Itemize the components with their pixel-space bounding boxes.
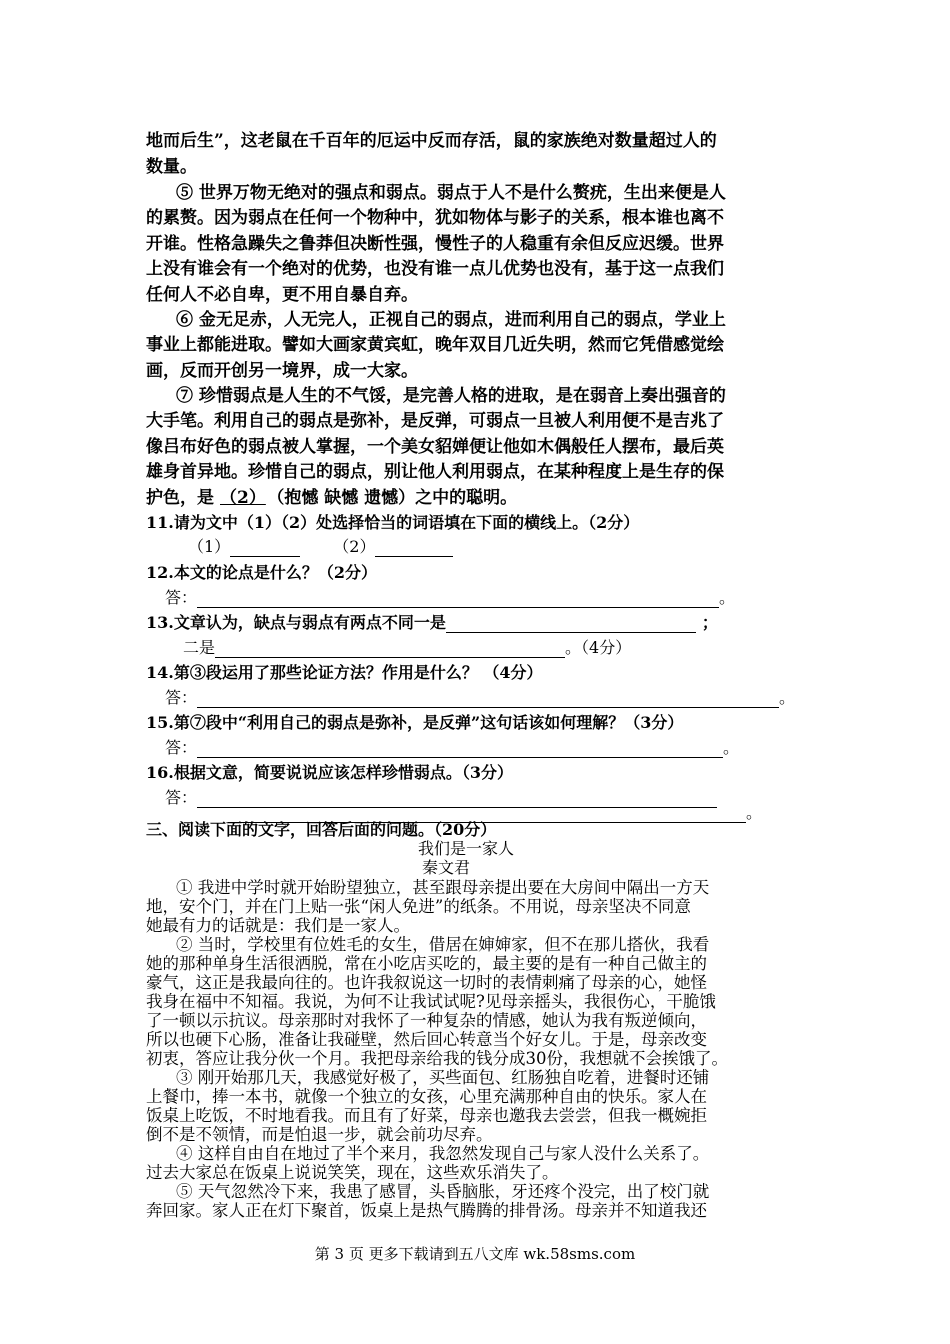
answer-label: 答： — [165, 788, 198, 807]
article-line: 奔回家。家人正在灯下聚首，饭桌上是热气腾腾的排骨汤。母亲并不知道我还 — [146, 1201, 707, 1220]
question-13-second-label: 二是 — [183, 638, 216, 657]
answer-label-2: （2） — [333, 537, 376, 556]
article-line: 豪气，这正是我最向往的。也许我叙说这一切时的表情刺痛了母亲的心，她怪 — [146, 973, 707, 992]
answer-line[interactable] — [215, 641, 565, 658]
paragraph-6-line: ⑥ 金无足赤，人无完人，正视自己的弱点，进而利用自己的弱点，学业上 — [176, 310, 726, 330]
question-11: 11.请为文中（1）（2）处选择恰当的词语填在下面的横线上。（2分） — [146, 513, 640, 532]
article-line: 初衷，答应让我分伙一个月。我把母亲给我的钱分成30份，我想就不会挨饿了。 — [146, 1049, 728, 1068]
question-15: 15.第⑦段中“利用自己的弱点是弥补，是反弹”这句话该如何理解？（3分） — [146, 713, 684, 732]
paragraph-7-line: 雄身首异地。珍惜自己的弱点，别让他人利用弱点，在某种程度上是生存的保 — [146, 462, 724, 482]
article-line: 了一顿以示抗议。母亲那时对我怀了一种复杂的情感，她认为我有叛逆倾向， — [146, 1011, 707, 1030]
question-16: 16.根据文意，简要说说应该怎样珍惜弱点。（3分） — [146, 763, 513, 782]
question-14-answer — [165, 685, 795, 708]
article-author: 秦文君 — [422, 858, 471, 877]
article-line: 过去大家总在饭桌上说说笑笑，现在，这些欢乐消失了。 — [146, 1163, 559, 1182]
semicolon: ； — [701, 613, 718, 632]
page-footer: 第 3 页 更多下载请到五八文库 wk.58sms.com — [314, 1245, 636, 1263]
article-line: ⑤ 天气忽然冷下来，我患了感冒，头昏脑胀，牙还疼个没完，出了校门就 — [176, 1182, 710, 1201]
answer-line[interactable] — [446, 616, 696, 633]
blank-2-marker: （2） — [220, 488, 266, 508]
article-line: 上餐巾，捧一本书，就像一个独立的女孩，心里充满那种自由的快乐。家人在 — [146, 1087, 707, 1106]
question-13 — [146, 610, 718, 633]
article-line: ③ 刚开始那几天，我感觉好极了，买些面包、红肠独自吃着，进餐时还铺 — [176, 1068, 710, 1087]
points: 。（4分） — [565, 638, 632, 657]
period: 。 — [779, 688, 796, 707]
question-13-text: 13.文章认为，缺点与弱点有两点不同一是 — [146, 613, 446, 632]
paragraph-5-line: 的累赘。因为弱点在任何一个物种中，犹如物体与影子的关系，根本谁也离不 — [146, 208, 724, 228]
question-12: 12.本文的论点是什么？（2分） — [146, 563, 377, 582]
article-title: 我们是一家人 — [418, 839, 515, 858]
paragraph-5-line: 任何人不必自卑，更不用自暴自弃。 — [146, 285, 418, 305]
text: 护色，是 — [146, 488, 214, 508]
answer-label: 答： — [165, 688, 198, 707]
article-line: ② 当时，学校里有位姓毛的女生，借居在婶婶家，但不在那儿搭伙，我看 — [176, 935, 710, 954]
answer-label: 答： — [165, 588, 198, 607]
passage-line: 数量。 — [146, 157, 197, 177]
article-line: 倒不是不领情，而是怕退一步，就会前功尽弃。 — [146, 1125, 493, 1144]
answer-label: 答： — [165, 738, 198, 757]
answer-blank-2[interactable] — [375, 540, 453, 557]
question-15-answer — [165, 735, 739, 758]
answer-line[interactable] — [197, 591, 719, 608]
paragraph-7-line: 大手笔。利用自己的弱点是弥补，是反弹，可弱点一旦被人利用便不是吉兆了 — [146, 411, 724, 431]
paragraph-5-line: 开谁。性格急躁失之鲁莽但决断性强，慢性子的人稳重有余但反应迟缓。世界 — [146, 234, 724, 254]
paragraph-5-line: ⑤ 世界万物无绝对的强点和弱点。弱点于人不是什么赘疣，生出来便是人 — [176, 183, 726, 203]
article-line: 她的那种单身生活很洒脱，常在小吃店买吃的，最主要的是有一种自己做主的 — [146, 954, 707, 973]
period: 。 — [723, 738, 740, 757]
period: 。 — [719, 588, 736, 607]
section-3-heading: 三、阅读下面的文字，回答后面的问题。（20分） — [146, 820, 497, 839]
paragraph-5-line: 上没有谁会有一个绝对的优势，也没有谁一点儿优势也没有，基于这一点我们 — [146, 259, 724, 279]
passage-line: 地而后生”，这老鼠在千百年的厄运中反而存活，鼠的家族绝对数量超过人的 — [146, 131, 717, 151]
text: （抱憾 缺憾 遗憾）之中的聪明。 — [275, 488, 518, 508]
article-line: 所以也硬下心肠，准备让我碰壁，然后回心转意当个好女儿。于是，母亲改变 — [146, 1030, 707, 1049]
period: 。 — [746, 803, 763, 822]
question-13-second — [183, 635, 631, 658]
article-line: 我身在福中不知福。我说，为何不让我试试呢?见母亲摇头，我很伤心，干脆饿 — [146, 992, 716, 1011]
question-14: 14.第③段运用了那些论证方法？作用是什么？ （4分） — [146, 663, 543, 682]
article-line: 她最有力的话就是：我们是一家人。 — [146, 916, 410, 935]
article-line: ① 我进中学时就开始盼望独立，甚至跟母亲提出要在大房间中隔出一方天 — [176, 878, 710, 897]
question-12-answer — [165, 585, 735, 608]
answer-line[interactable] — [197, 691, 779, 708]
answer-label-1: （1） — [188, 537, 231, 556]
paragraph-7-line: 像吕布好色的弱点被人掌握，一个美女貂婵便让他如木偶般任人摆布，最后英 — [146, 437, 724, 457]
article-line: ④ 这样自由自在地过了半个来月，我忽然发现自己与家人没什么关系了。 — [176, 1144, 710, 1163]
paragraph-6-line: 事业上都能进取。譬如大画家黄宾虹，晚年双目几近失明，然而它凭借感觉绘 — [146, 335, 724, 355]
answer-blank-1[interactable] — [230, 540, 300, 557]
article-line: 地，安个门，并在门上贴一张“闲人免进”的纸条。不用说，母亲坚决不同意 — [146, 897, 691, 916]
question-11-answers — [188, 534, 453, 557]
paragraph-7-line — [146, 483, 517, 508]
answer-line[interactable] — [197, 741, 723, 758]
paragraph-7-line: ⑦ 珍惜弱点是人生的不气馁，是完善人格的进取，是在弱音上奏出强音的 — [176, 386, 726, 406]
paragraph-6-line: 画，反而开创另一境界，成一大家。 — [146, 361, 418, 381]
article-line: 饭桌上吃饭，不时地看我。而且有了好菜，母亲也邀我去尝尝，但我一概婉拒 — [146, 1106, 707, 1125]
